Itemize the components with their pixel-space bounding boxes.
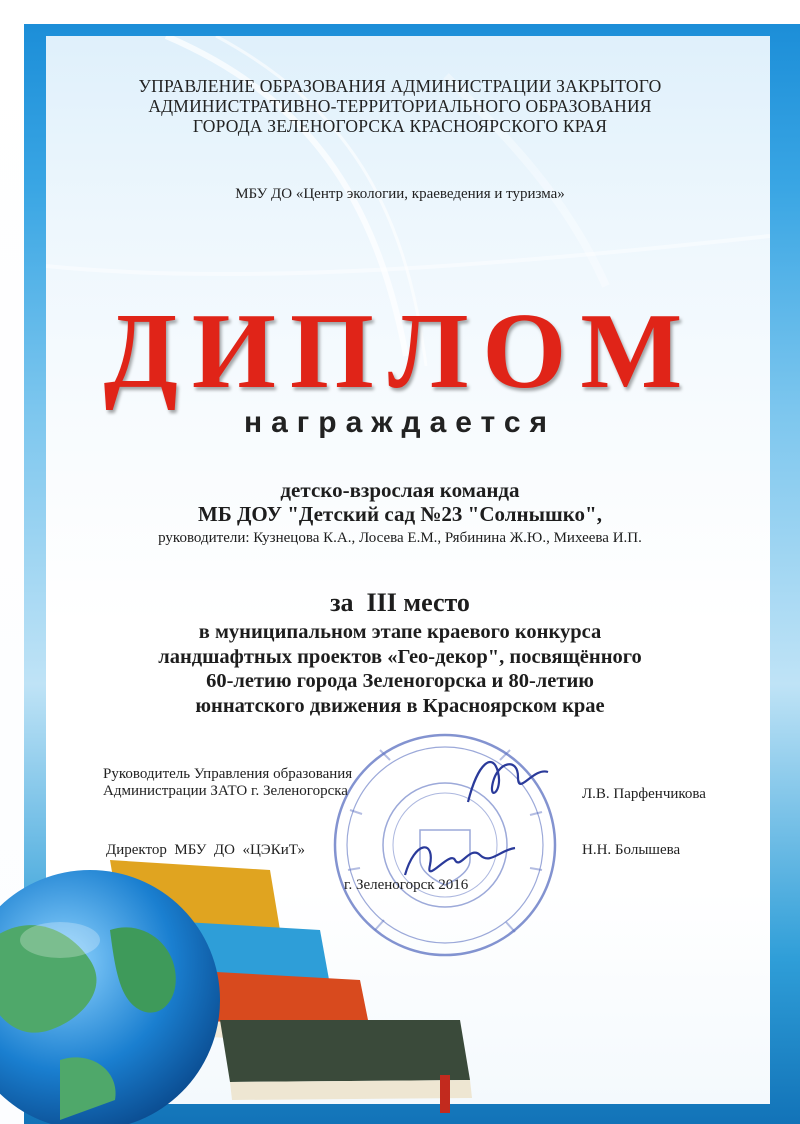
signatory-1-title-line-2: Администрации ЗАТО г. Зеленогорска xyxy=(103,783,348,799)
reason-line-3: 60-летию города Зеленогорска и 80-летию xyxy=(206,670,594,692)
award-reason xyxy=(0,620,800,718)
signatory-2-name: Н.Н. Болышева xyxy=(582,842,681,858)
reason-line-2: ландшафтных проектов «Гео-декор", посвящённого xyxy=(158,645,642,668)
header-line-2: АДМИНИСТРАТИВНО-ТЕРРИТОРИАЛЬНОГО ОБРАЗОВАНИЯ xyxy=(148,96,652,116)
organization-name: МБУ ДО «Центр экологии, краеведения и туризма» xyxy=(235,186,565,202)
awarded-label: награждается xyxy=(243,406,557,439)
city-year: г. Зеленогорск 2016 xyxy=(344,877,469,893)
recipient-leaders: руководители: Кузнецова К.А., Лосева Е.М., Рябинина Ж.Ю., Михеева И.П. xyxy=(158,530,642,546)
signatory-1-title-line-1: Руководитель Управления образования xyxy=(103,766,353,782)
header-line-3: ГОРОДА ЗЕЛЕНОГОРСКА КРАСНОЯРСКОГО КРАЯ xyxy=(192,116,608,136)
reason-line-4: юннатского движения в Красноярском крае xyxy=(195,694,605,717)
place-awarded: за III место xyxy=(330,588,470,617)
globe-books-illustration xyxy=(0,820,560,1124)
signature xyxy=(458,742,558,822)
issuer-header xyxy=(0,76,800,136)
signatory-1-name: Л.В. Парфенчикова xyxy=(582,786,706,802)
reason-line-1: в муниципальном этапе краевого конкурса xyxy=(198,621,602,643)
signatory-2-title: Директор МБУ ДО «ЦЭКиТ» xyxy=(106,842,306,858)
recipient-line-2: МБ ДОУ "Детский сад №23 "Солнышко", xyxy=(198,502,602,526)
diploma-title: ДИПЛОМ xyxy=(103,292,697,411)
header-line-1: УПРАВЛЕНИЕ ОБРАЗОВАНИЯ АДМИНИСТРАЦИИ ЗАКРЫТОГО xyxy=(138,76,662,96)
recipient-line-1: детско-взрослая команда xyxy=(280,478,520,502)
signatory-1-title xyxy=(103,766,352,800)
